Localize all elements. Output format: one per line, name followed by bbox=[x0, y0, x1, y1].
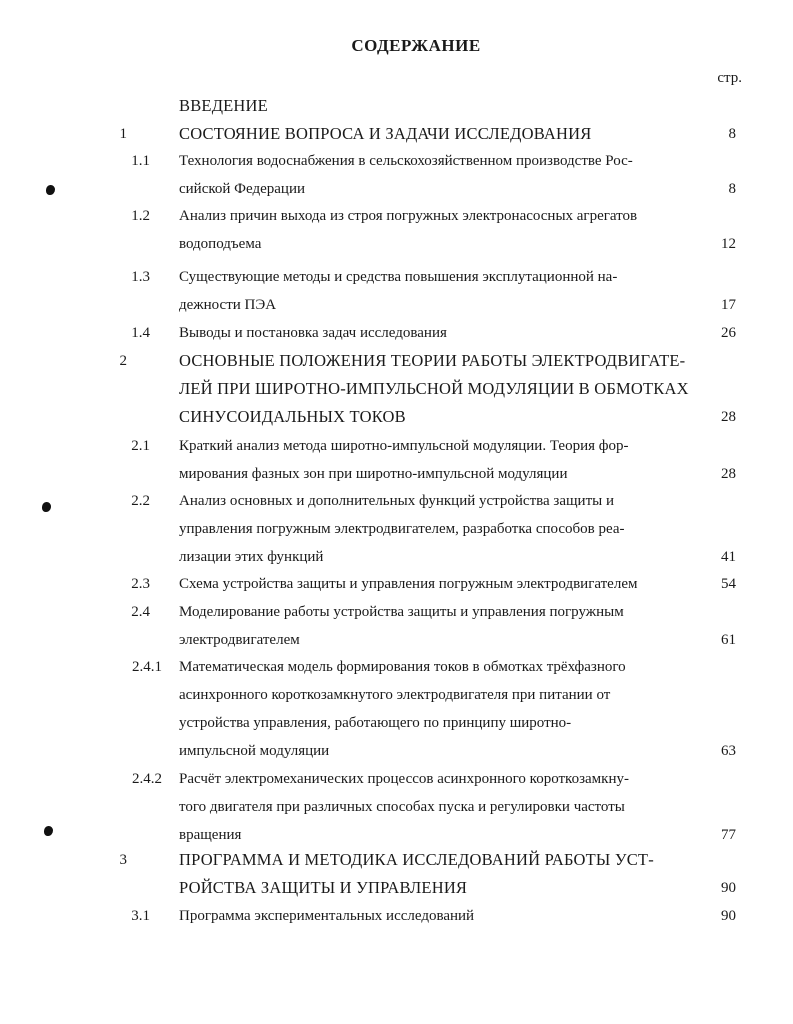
toc-entry-line: Технология водоснабжения в сельскохозяйственном производстве Рос- bbox=[179, 153, 633, 169]
toc-entry-line: Расчёт электромеханических процессов асинхронного короткозамкну- bbox=[179, 771, 629, 787]
toc-entry-number: 2.4 bbox=[131, 604, 150, 620]
toc-entry-number: 1.2 bbox=[131, 208, 150, 224]
toc-entry-line: Краткий анализ метода широтно-импульсной модуляции. Теория фор- bbox=[179, 438, 629, 454]
toc-entry-line: ВВЕДЕНИЕ bbox=[179, 96, 268, 115]
toc-entry-line: РОЙСТВА ЗАЩИТЫ И УПРАВЛЕНИЯ bbox=[179, 878, 468, 897]
toc-entry-line: того двигателя при различных способах пуска и регулировки частоты bbox=[179, 799, 625, 815]
toc-entry-line: СОСТОЯНИЕ ВОПРОСА И ЗАДАЧИ ИССЛЕДОВАНИЯ bbox=[179, 124, 592, 143]
scan-mark bbox=[46, 185, 55, 195]
page-title: СОДЕРЖАНИЕ bbox=[351, 36, 481, 55]
toc-entry-page: 41 bbox=[721, 549, 736, 565]
toc-entry-page: 26 bbox=[721, 325, 736, 341]
toc-entry-line: ПРОГРАММА И МЕТОДИКА ИССЛЕДОВАНИЙ РАБОТЫ УСТ- bbox=[179, 850, 654, 869]
toc-entry-number: 1 bbox=[119, 126, 127, 142]
toc-entry-page: 90 bbox=[721, 880, 736, 896]
toc-entry-line: вращения bbox=[179, 827, 242, 843]
toc-entry-page: 12 bbox=[721, 236, 736, 252]
scan-mark bbox=[42, 502, 51, 512]
toc-entry-line: Моделирование работы устройства защиты и управления погружным bbox=[179, 604, 624, 620]
toc-entry-title bbox=[179, 347, 699, 431]
toc-entry-title bbox=[179, 487, 699, 571]
toc-entry-title bbox=[179, 432, 699, 488]
toc-entry-line: асинхронного короткозамкнутого электродвигателя при питании от bbox=[179, 687, 611, 703]
toc-entry-number: 2 bbox=[119, 353, 127, 369]
toc-entry-number: 2.4.2 bbox=[132, 771, 162, 787]
toc-entry-title bbox=[179, 846, 699, 902]
toc-entry-line: водоподъема bbox=[179, 236, 262, 252]
toc-entry-page: 28 bbox=[721, 409, 736, 425]
toc-entry-line: Существующие методы и средства повышения эксплутационной на- bbox=[179, 269, 618, 285]
toc-entry-title bbox=[179, 653, 699, 765]
toc-entry-number: 3.1 bbox=[131, 908, 150, 924]
toc-entry-page: 90 bbox=[721, 908, 736, 924]
toc-entry-line: электродвигателем bbox=[179, 632, 300, 648]
toc-entry-line: Анализ основных и дополнительных функций устройства защиты и bbox=[179, 493, 614, 509]
toc-entry-title bbox=[179, 902, 699, 930]
toc-entry-page: 61 bbox=[721, 632, 736, 648]
toc-entry-title bbox=[179, 147, 699, 203]
toc-entry-page: 8 bbox=[728, 126, 736, 142]
toc-entry-number: 2.2 bbox=[131, 493, 150, 509]
toc-entry-line: дежности ПЭА bbox=[179, 297, 277, 313]
toc-entry-line: сийской Федерации bbox=[179, 181, 306, 197]
toc-entry-line: Анализ причин выхода из строя погружных электронасосных агрегатов bbox=[179, 208, 638, 224]
toc-entry-line: Программа экспериментальных исследований bbox=[179, 908, 475, 924]
toc-entry-number: 1.4 bbox=[131, 325, 150, 341]
toc-entry-number: 2.1 bbox=[131, 438, 150, 454]
toc-entry-line: управления погружным электродвигателем, разработка способов реа- bbox=[179, 521, 625, 537]
toc-entry-page: 63 bbox=[721, 743, 736, 759]
toc-entry-title bbox=[179, 263, 699, 319]
toc-entry-number: 1.3 bbox=[131, 269, 150, 285]
toc-entry-page: 17 bbox=[721, 297, 736, 313]
toc-entry-line: ЛЕЙ ПРИ ШИРОТНО-ИМПУЛЬСНОЙ МОДУЛЯЦИИ В ОБМОТКАХ bbox=[179, 379, 689, 398]
toc-entry-line: Математическая модель формирования токов в обмотках трёхфазного bbox=[179, 659, 626, 675]
toc-entry-line: мирования фазных зон при широтно-импульсной модуляции bbox=[179, 466, 568, 482]
toc-entry-line: Выводы и постановка задач исследования bbox=[179, 325, 447, 341]
scan-mark bbox=[44, 826, 53, 836]
toc-entry-line: импульсной модуляции bbox=[179, 743, 330, 759]
toc-entry-page: 54 bbox=[721, 576, 736, 592]
toc-entry-line: устройства управления, работающего по принципу широтно- bbox=[179, 715, 572, 731]
toc-entry-line: Схема устройства защиты и управления погружным электродвигателем bbox=[179, 576, 638, 592]
toc-entry-number: 2.4.1 bbox=[132, 659, 162, 675]
toc-entry-title bbox=[179, 120, 699, 148]
toc-entry-number: 2.3 bbox=[131, 576, 150, 592]
page-column-label: стр. bbox=[717, 70, 742, 86]
toc-entry-page: 8 bbox=[728, 181, 736, 197]
toc-entry-line: ОСНОВНЫЕ ПОЛОЖЕНИЯ ТЕОРИИ РАБОТЫ ЭЛЕКТРОДВИГАТЕ- bbox=[179, 351, 686, 370]
toc-entry-title bbox=[179, 319, 699, 347]
toc-entry-title bbox=[179, 570, 699, 598]
toc-entry-number: 1.1 bbox=[131, 153, 150, 169]
toc-entry-title bbox=[179, 598, 699, 654]
toc-entry-number: 3 bbox=[119, 852, 127, 868]
toc-entry-page: 28 bbox=[721, 466, 736, 482]
toc-entry-title bbox=[179, 92, 699, 120]
toc-entry-line: лизации этих функций bbox=[179, 549, 324, 565]
toc-entry-line: СИНУСОИДАЛЬНЫХ ТОКОВ bbox=[179, 407, 406, 426]
toc-entry-title bbox=[179, 765, 699, 849]
toc-entry-title bbox=[179, 202, 699, 258]
toc-entry-page: 77 bbox=[721, 827, 736, 843]
